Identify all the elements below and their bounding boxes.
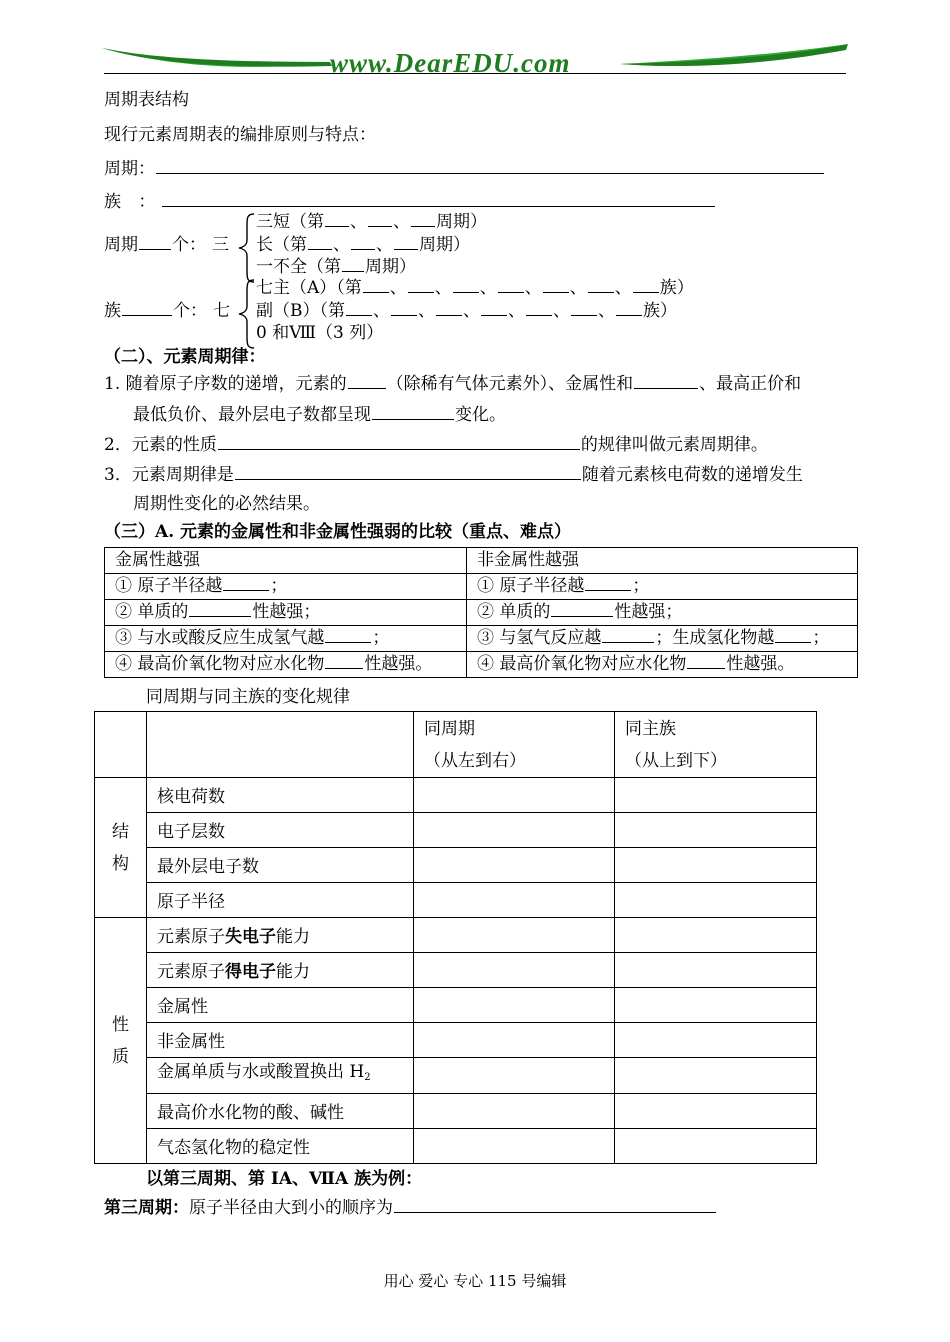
- metal-header: 金属性越强: [105, 548, 467, 574]
- table-row: [105, 574, 858, 600]
- period-definition: 周期：: [104, 157, 825, 180]
- period-count: 周期 个： 三: [104, 235, 229, 255]
- answer-cell[interactable]: [615, 953, 817, 988]
- long-periods: 长（第 、 、 周期）: [256, 235, 470, 255]
- row-label: 原子半径: [147, 883, 414, 918]
- table-row: [95, 918, 817, 953]
- table-row: [95, 813, 817, 848]
- answer-cell[interactable]: [414, 813, 615, 848]
- nonmetal-criterion-4: ④ 最高价氧化物对应水化物 性越强。: [467, 652, 858, 678]
- answer-cell[interactable]: [615, 1129, 817, 1164]
- period3-radius-order: 第三周期：原子半径由大到小的顺序为: [104, 1196, 717, 1219]
- table-row: [95, 848, 817, 883]
- period-brace: [236, 212, 256, 284]
- short-periods: 三短（第 、 、 周期）: [256, 212, 487, 232]
- empty-header-cell: [147, 712, 414, 778]
- blank-line[interactable]: [122, 299, 172, 316]
- answer-cell[interactable]: [414, 918, 615, 953]
- answer-cell[interactable]: [414, 778, 615, 813]
- answer-cell[interactable]: [615, 1023, 817, 1058]
- answer-cell[interactable]: [615, 1094, 817, 1129]
- structure-group-label: 结 构: [95, 778, 147, 918]
- blank-line[interactable]: [139, 233, 171, 250]
- answer-cell[interactable]: [414, 1023, 615, 1058]
- table-row: [105, 600, 858, 626]
- metal-comparison-table: [104, 547, 858, 678]
- row-label: 气态氢化物的稳定性: [147, 1129, 414, 1164]
- law-item-2: 2．元素的性质 的规律叫做元素周期律。: [104, 435, 768, 455]
- table-row: [95, 778, 817, 813]
- zero-and-eighth-groups: 0 和Ⅷ（3 列）: [256, 323, 384, 343]
- incomplete-period: 一不全（第 周期）: [256, 257, 416, 277]
- site-url[interactable]: www.DearEDU.com: [330, 48, 571, 78]
- row-label: 元素原子得电子能力: [147, 953, 414, 988]
- nonmetal-criterion-3: ③ 与氢气反应越 ；生成氢化物越 ；: [467, 626, 858, 652]
- example-title: 以第三周期、第 IA、ⅦA 族为例：: [146, 1169, 423, 1189]
- row-label: 电子层数: [147, 813, 414, 848]
- table-row: [105, 626, 858, 652]
- metal-criterion-4: ④ 最高价氧化物对应水化物 性越强。: [105, 652, 467, 678]
- blank-line[interactable]: [156, 157, 824, 174]
- row-label: 金属性: [147, 988, 414, 1023]
- group-definition: 族 ：: [104, 190, 716, 213]
- law-item-3-cont: 周期性变化的必然结果。: [133, 494, 320, 514]
- metal-criterion-1: ① 原子半径越 ；: [105, 574, 467, 600]
- answer-cell[interactable]: [615, 813, 817, 848]
- answer-cell[interactable]: [615, 848, 817, 883]
- property-group-label: 性 质: [95, 918, 147, 1164]
- blank-line[interactable]: [162, 190, 715, 207]
- trend-table-caption: 同周期与同主族的变化规律: [146, 687, 350, 707]
- row-label: 元素原子失电子能力: [147, 918, 414, 953]
- answer-cell[interactable]: [414, 883, 615, 918]
- law-item-3: 3．元素周期律是 随着元素核电荷数的递增发生: [104, 465, 803, 485]
- table-row: [95, 712, 817, 778]
- answer-cell[interactable]: [615, 988, 817, 1023]
- empty-corner-cell: [95, 712, 147, 778]
- table-row: [95, 988, 817, 1023]
- metal-criterion-3: ③ 与水或酸反应生成氢气越 ；: [105, 626, 467, 652]
- nonmetal-criterion-1: ① 原子半径越 ；: [467, 574, 858, 600]
- answer-cell[interactable]: [414, 1058, 615, 1094]
- table-row: [105, 548, 858, 574]
- nonmetal-header: 非金属性越强: [467, 548, 858, 574]
- answer-cell[interactable]: [615, 883, 817, 918]
- answer-cell[interactable]: [615, 1058, 817, 1094]
- sub-groups: 副（B）（第 、 、 、 、 、 、 族）: [256, 301, 677, 321]
- answer-cell[interactable]: [414, 1129, 615, 1164]
- table-row: [95, 1058, 817, 1094]
- section-title-periodic-law: （二）、元素周期律：: [104, 347, 266, 367]
- answer-cell[interactable]: [414, 953, 615, 988]
- nonmetal-criterion-2: ② 单质的 性越强；: [467, 600, 858, 626]
- table-row: [105, 652, 858, 678]
- metal-criterion-2: ② 单质的 性越强；: [105, 600, 467, 626]
- row-label: 非金属性: [147, 1023, 414, 1058]
- header-rule: [104, 73, 846, 74]
- row-label: 核电荷数: [147, 778, 414, 813]
- answer-cell[interactable]: [615, 918, 817, 953]
- law-item-1: 1. 随着原子序数的递增，元素的 （除稀有气体元素外）、金属性和 、最高正价和: [104, 374, 802, 394]
- table-row: [95, 1094, 817, 1129]
- table-row: [95, 1129, 817, 1164]
- page-footer: 用心 爱心 专心 115 号编辑: [383, 1272, 567, 1290]
- periodic-trend-table: [94, 711, 817, 1164]
- left-swoosh-tail: [102, 48, 332, 67]
- section-title-periodic-structure: 周期表结构: [104, 90, 189, 110]
- answer-cell[interactable]: [615, 778, 817, 813]
- main-groups: 七主（A）（第 、 、 、 、 、 、 族）: [256, 278, 694, 298]
- group-count: 族 个： 七: [104, 301, 230, 321]
- table-row: [95, 953, 817, 988]
- row-label: 最外层电子数: [147, 848, 414, 883]
- group-brace: [236, 278, 256, 350]
- answer-cell[interactable]: [414, 1094, 615, 1129]
- same-period-header: 同周期 （从左到右）: [414, 712, 615, 778]
- arrangement-principles: 现行元素周期表的编排原则与特点：: [104, 125, 376, 145]
- section-title-metal-comparison: （三）A. 元素的金属性和非金属性强弱的比较（重点、难点）: [104, 522, 572, 542]
- row-label: 金属单质与水或酸置换出 $H_2$: [147, 1058, 414, 1094]
- law-item-1-cont: 最低负价、最外层电子数都呈现 变化。: [133, 405, 506, 425]
- answer-cell[interactable]: [414, 848, 615, 883]
- table-row: [95, 883, 817, 918]
- answer-cell[interactable]: [414, 988, 615, 1023]
- row-label: 最高价水化物的酸、碱性: [147, 1094, 414, 1129]
- table-row: [95, 1023, 817, 1058]
- same-group-header: 同主族 （从上到下）: [615, 712, 817, 778]
- blank-line[interactable]: [394, 1196, 716, 1213]
